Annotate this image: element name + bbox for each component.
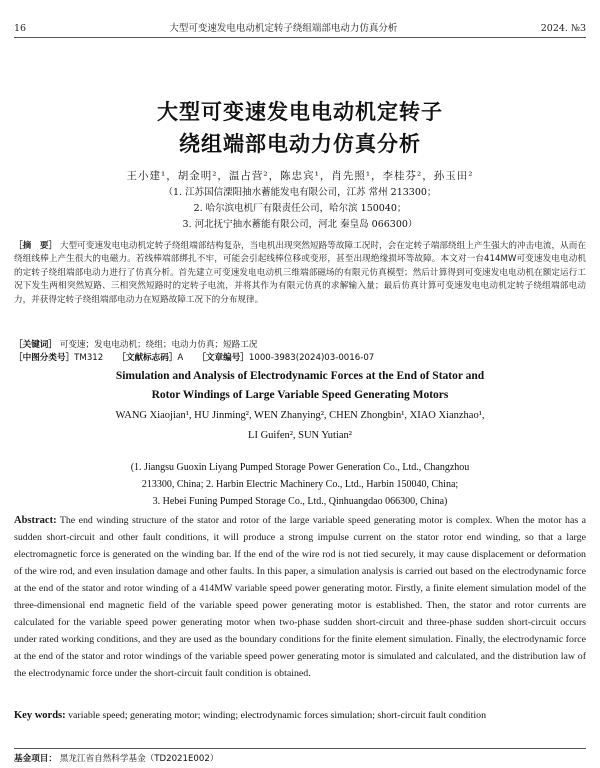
chinese-affiliations <box>0 185 600 233</box>
classification-line <box>14 352 586 365</box>
english-authors-line1: WANG Xiaojian¹, HU Jinming², WEN Zhanying², CHEN Zhongbin¹, XIAO Xianzhao¹, <box>115 410 485 421</box>
english-affiliation-1: (1. Jiangsu Guoxin Liyang Pumped Storage Power Generation Co., Ltd., Changzhou <box>130 462 470 473</box>
chinese-abstract-label: ［摘 要］ <box>14 241 58 251</box>
chinese-keywords-text: 可变速；发电电动机；绕组；电动力仿真；短路工况 <box>59 340 258 350</box>
chinese-abstract-text: 大型可变速发电电动机定转子绕组端部结构复杂，当电机出现突然短路等故障工况时，会在定转子端部绕组上产生强大的冲击电流，从而在绕组线棒上产生很大的电磁力。若线棒端部绑扎不牢，可能会引起线棒位移或变形，甚至出现绝缘损坏等故障。本文对一台414MW可变速发电电动机的定转子绕组端部电动力进行了仿真分析。首先建立可变速发电电动机三维端部磁场的有限元仿真模型；然后计算得到可变速发电电动机在额定运行工况下发生两相突然短路、三相突然短路时的定转子电流，并将其作为有限元仿真的求解输入量；最后仿真计算可变速发电电动机定转子绕组端部电动力，并获得定转子绕组端部电动力在短路故障工况下的分布规律。 <box>14 241 586 305</box>
doc-label: ［文献标志码］ <box>117 353 178 363</box>
page-number: 16 <box>14 23 27 34</box>
english-affiliations <box>20 459 580 510</box>
chinese-keywords-label: ［关键词］ <box>14 340 57 350</box>
running-header <box>14 18 586 38</box>
chinese-authors: 王小建¹，胡金明²，温占营²，陈忠宾¹，肖先照¹，李桂芬²，孙玉田² <box>126 170 474 182</box>
english-abstract-label: Abstract: <box>14 515 57 526</box>
chinese-keywords <box>14 339 586 352</box>
english-keywords-label: Key words: <box>14 710 66 721</box>
english-title-line1: Simulation and Analysis of Electrodynamic Forces at the End of Stator and <box>115 370 485 382</box>
chinese-affiliation-1: （1. 江苏国信溧阳抽水蓄能发电有限公司，江苏 常州 213300； <box>163 187 437 198</box>
clc-label: ［中图分类号］ <box>14 353 75 363</box>
clc-value: TM312 <box>74 353 104 363</box>
clc-number <box>14 352 103 365</box>
english-keywords-text: variable speed; generating motor; winding; electrodynamic forces simulation; short-circuit fault condition <box>68 710 487 721</box>
chinese-title <box>0 96 600 160</box>
funding-label: 基金项目： <box>14 754 57 764</box>
english-abstract-text: The end winding structure of the stator and rotor of the large variable speed generating motor is complex. When the motor has a sudden short-circuit and other fault conditions, it will produce a strong impulse current on the stator rotor end winding, so that a large electromagnetic force is generated on the winding bar. If the end of the wire rod is not tied securely, it may cause displacement or deformation of the wire rod, and even insulation damage and other faults. In this paper, a simulation analysis is carried out based on the electrodynamic force at the end of the stator and rotor winding of a 414MW variable speed power generating motor. Firstly, a finite element simulation model of the three-dimensional end magnetic field of the variable speed power generating motor is established. Then, the stator and rotor currents are calculated for the variable speed power generating motor when two-phase sudden short-circuit and three-phase sudden short-circuit occurs under rated working conditions, and they are used as the boundary conditions for the finite element simulation. Finally, the electrodynamic force at the end of the stator and rotor windings of the variable speed power generating motor is simulated and calculated, and the distribution law of the electrodynamic force under the short-circuit fault condition is obtained. <box>14 515 586 680</box>
chinese-affiliation-2: 2. 哈尔滨电机厂有限责任公司，哈尔滨 150040； <box>193 203 407 214</box>
chinese-title-line1: 大型可变速发电电动机定转子 <box>157 100 443 124</box>
english-affiliation-2: 213300, China; 2. Harbin Electric Machinery Co., Ltd., Harbin 150040, China; <box>141 479 459 490</box>
doc-value: A <box>177 353 184 363</box>
article-label: ［文章编号］ <box>197 353 249 363</box>
article-value: 1000-3983(2024)03-0016-07 <box>248 353 375 363</box>
english-authors-line2: LI Guifen², SUN Yutian² <box>248 430 352 441</box>
chinese-title-line2: 绕组端部电动力仿真分析 <box>179 132 421 156</box>
funding-footnote <box>14 748 586 764</box>
english-authors <box>20 406 580 446</box>
funding-text: 黑龙江省自然科学基金（TD2021E002） <box>59 754 219 764</box>
article-number <box>197 352 374 365</box>
chinese-affiliation-3: 3. 河北抚宁抽水蓄能有限公司，河北 秦皇岛 066300） <box>182 219 418 230</box>
document-code <box>117 352 183 365</box>
issue-number: 2024. №3 <box>540 23 586 34</box>
chinese-abstract <box>14 240 586 307</box>
english-abstract <box>14 512 586 682</box>
english-title-line2: Rotor Windings of Large Variable Speed Generating Motors <box>151 389 449 401</box>
english-affiliation-3: 3. Hebei Funing Pumped Storage Co., Ltd., Qinhuangdao 066300, China) <box>152 496 448 507</box>
running-title: 大型可变速发电电动机定转子绕组端部电动力仿真分析 <box>169 23 398 34</box>
english-keywords <box>14 707 586 724</box>
english-title <box>20 367 580 405</box>
